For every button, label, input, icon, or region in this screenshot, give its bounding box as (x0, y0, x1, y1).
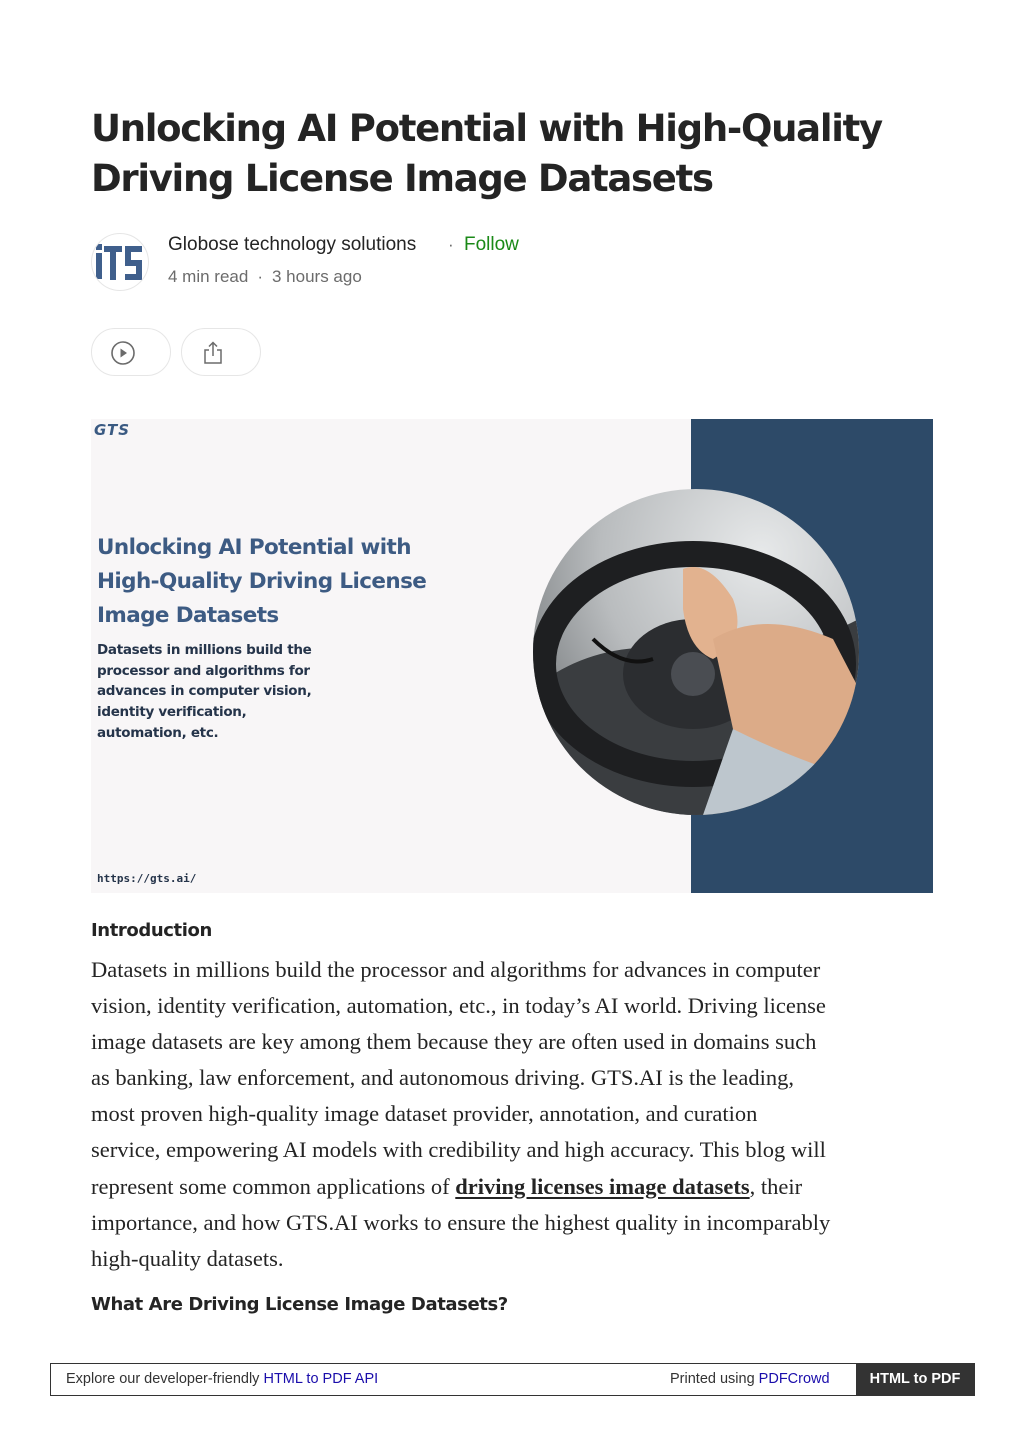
pdfcrowd-link[interactable]: PDFCrowd (758, 1371, 830, 1387)
hero-subtext-line: processor and algorithms for (97, 662, 310, 679)
driving-license-datasets-link[interactable]: driving licenses image datasets (455, 1173, 750, 1199)
hero-image (91, 419, 933, 893)
hero-subtext-line: automation, etc. (97, 724, 219, 741)
paragraph-line: most proven high-quality image dataset provider, annotation, and curation (91, 1101, 758, 1127)
play-circle-icon (110, 340, 136, 366)
html-to-pdf-api-link[interactable]: HTML to PDF API (263, 1371, 379, 1387)
hero-heading (97, 531, 477, 633)
paragraph-line: vision, identity verification, automation, etc., in today’s AI world. Driving license (91, 993, 826, 1019)
intro-paragraph (91, 952, 941, 1277)
paragraph-text: represent some common applications of (91, 1173, 456, 1199)
paragraph-text: , their (749, 1173, 803, 1199)
author-byline (91, 232, 691, 292)
paragraph-line: image datasets are key among them because they are often used in domains such (91, 1029, 817, 1055)
share-button[interactable] (181, 328, 261, 376)
author-name[interactable]: Globose technology solutions (168, 234, 417, 255)
footer-printed-text: Printed using (670, 1371, 759, 1387)
footer-printed (670, 1371, 830, 1387)
hero-url: https://gts.ai/ (97, 872, 197, 885)
share-icon (200, 340, 226, 366)
paragraph-line: service, empowering AI models with credibility and high accuracy. This blog will (91, 1137, 826, 1163)
article-title (91, 104, 951, 204)
published-time: 3 hours ago (272, 267, 362, 286)
hero-logo: GTS (94, 421, 131, 439)
paragraph-line: Datasets in millions build the processor and algorithms for advances in computer (91, 957, 821, 982)
follow-button[interactable]: Follow (464, 234, 519, 255)
byline-dot: · (448, 235, 454, 254)
footer-explore (66, 1371, 378, 1387)
hero-subtext-line: Datasets in millions build the (97, 642, 312, 658)
paragraph-line: as banking, law enforcement, and autonomous driving. GTS.AI is the leading, (91, 1065, 794, 1091)
listen-button[interactable] (91, 328, 171, 376)
footer-explore-text: Explore our developer-friendly (66, 1371, 264, 1387)
hero-heading-line: Image Datasets (97, 603, 279, 628)
intro-heading: Introduction (91, 920, 212, 941)
article-title-line: Unlocking AI Potential with High-Quality (91, 107, 882, 150)
article-meta (168, 267, 362, 287)
what-are-datasets-heading: What Are Driving License Image Datasets? (91, 1294, 508, 1315)
hero-subtext-line: identity verification, (97, 704, 247, 721)
paragraph-line (91, 1169, 941, 1205)
steering-wheel-photo (533, 489, 859, 815)
read-time: 4 min read (168, 267, 249, 286)
html-to-pdf-button[interactable]: HTML to PDF (856, 1363, 975, 1396)
paragraph-line: high-quality datasets. (91, 1245, 284, 1271)
author-avatar[interactable] (91, 233, 149, 291)
meta-separator: · (257, 267, 263, 286)
hero-subtext (97, 640, 357, 744)
paragraph-line: importance, and how GTS.AI works to ensure the highest quality in incomparably (91, 1209, 831, 1235)
hero-heading-line: Unlocking AI Potential with (97, 535, 411, 560)
hero-subtext-line: advances in computer vision, (97, 683, 312, 700)
article-title-line: Driving License Image Datasets (91, 157, 713, 200)
gts-logo-icon (92, 234, 149, 291)
hero-heading-line: High-Quality Driving License (97, 569, 427, 594)
pdfcrowd-footer (50, 1363, 974, 1396)
